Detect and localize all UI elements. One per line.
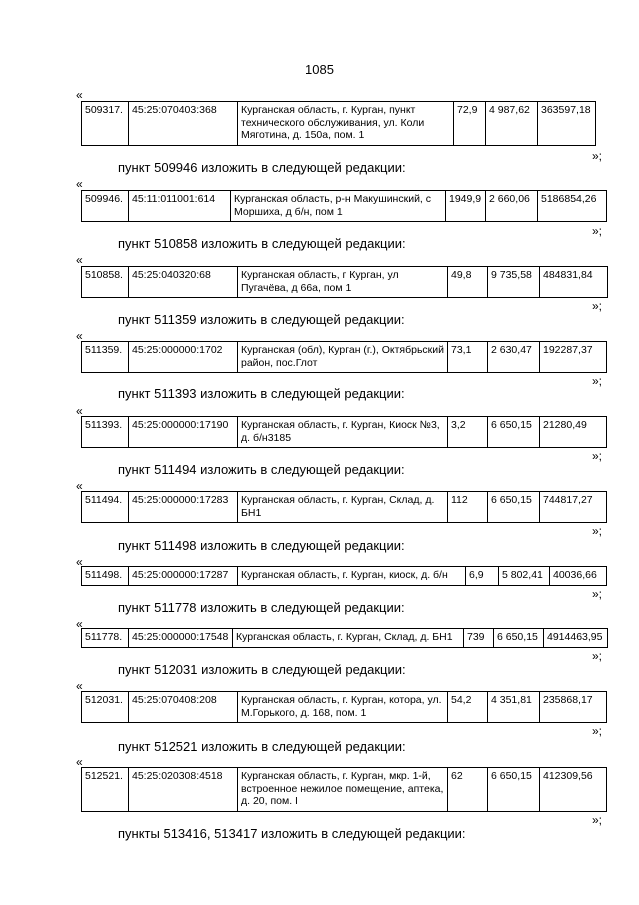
cell-value: 21280,49 [540, 417, 607, 448]
record-table-512031 [81, 691, 607, 723]
cell-value: 192287,37 [540, 342, 607, 373]
record-table-511778 [81, 628, 608, 648]
table-row [82, 629, 608, 648]
quote-close: »; [592, 649, 603, 663]
quote-open: « [76, 88, 83, 102]
cell-rate: 5 802,41 [499, 567, 550, 586]
amendment-text: пункт 512521 изложить в следующей редакции: [118, 739, 406, 754]
amendment-text: пункт 510858 изложить в следующей редакции: [118, 236, 406, 251]
quote-open: « [76, 253, 83, 267]
cell-value: 412309,56 [540, 768, 607, 812]
quote-close: »; [592, 374, 603, 388]
cell-value: 363597,18 [538, 102, 596, 146]
cell-address: Курганская область, г. Курган, мкр. 1-й, встроенное нежилое помещение, аптека, д. 20, пом. I [238, 768, 448, 812]
cell-cadastral: 45:25:000000:17190 [129, 417, 238, 448]
cell-address: Курганская область, г Курган, ул Пугачёва, д 66а, пом 1 [238, 267, 448, 298]
cell-area: 49,8 [448, 267, 488, 298]
table-row [82, 567, 607, 586]
record-table-511359 [81, 341, 607, 373]
cell-value: 5186854,26 [538, 191, 607, 222]
cell-number: 511359. [82, 342, 129, 373]
cell-number: 510858. [82, 267, 129, 298]
quote-open: « [76, 617, 83, 631]
cell-address: Курганская (обл), Курган (г.), Октябрьский район, пос.Глот [238, 342, 448, 373]
quote-open: « [76, 755, 83, 769]
cell-value: 235868,17 [540, 692, 607, 723]
amendment-text: пункт 511359 изложить в следующей редакции: [118, 312, 405, 327]
quote-open: « [76, 479, 83, 493]
table-row [82, 492, 607, 523]
quote-open: « [76, 555, 83, 569]
cell-address: Курганская область, г. Курган, пункт технического обслуживания, ул. Коли Мяготина, д. 150а, пом. 1 [238, 102, 454, 146]
cell-cadastral: 45:25:000000:1702 [129, 342, 238, 373]
quote-open: « [76, 329, 83, 343]
cell-rate: 2 660,06 [486, 191, 538, 222]
cell-cadastral: 45:25:020308:4518 [129, 768, 238, 812]
quote-open: « [76, 679, 83, 693]
cell-value: 744817,27 [540, 492, 607, 523]
cell-area: 54,2 [448, 692, 488, 723]
cell-number: 511494. [82, 492, 129, 523]
quote-close: »; [592, 449, 603, 463]
cell-number: 511778. [82, 629, 129, 648]
quote-close: »; [592, 299, 603, 313]
cell-cadastral: 45:25:000000:17287 [129, 567, 238, 586]
cell-value: 484831,84 [540, 267, 608, 298]
cell-rate: 6 650,15 [488, 768, 540, 812]
table-row [82, 768, 607, 812]
cell-value: 4914463,95 [544, 629, 608, 648]
cell-number: 512521. [82, 768, 129, 812]
cell-number: 512031. [82, 692, 129, 723]
cell-rate: 2 630,47 [488, 342, 540, 373]
cell-rate: 4 987,62 [486, 102, 538, 146]
amendment-text: пункт 511494 изложить в следующей редакции: [118, 462, 405, 477]
amendment-text: пункт 511498 изложить в следующей редакции: [118, 538, 405, 553]
record-table-512521 [81, 767, 607, 812]
cell-cadastral: 45:25:000000:17283 [129, 492, 238, 523]
amendment-text: пункт 511393 изложить в следующей редакции: [118, 386, 405, 401]
quote-close: »; [592, 587, 603, 601]
cell-cadastral: 45:25:070403:368 [129, 102, 238, 146]
quote-close: »; [592, 149, 603, 163]
quote-open: « [76, 177, 83, 191]
amendment-text: пункты 513416, 513417 изложить в следующей редакции: [118, 826, 466, 841]
cell-address: Курганская область, г. Курган, котора, ул. М.Горького, д. 168, пом. 1 [238, 692, 448, 723]
cell-area: 3,2 [448, 417, 488, 448]
table-row [82, 267, 608, 298]
cell-number: 511393. [82, 417, 129, 448]
page-number: 1085 [305, 62, 334, 77]
cell-address: Курганская область, г. Курган, Киоск №3, д. б/н3185 [238, 417, 448, 448]
cell-cadastral: 45:25:040320:68 [129, 267, 238, 298]
table-row [82, 342, 607, 373]
quote-close: »; [592, 813, 603, 827]
cell-cadastral: 45:25:070408:208 [129, 692, 238, 723]
cell-number: 509946. [82, 191, 129, 222]
cell-address: Курганская область, г. Курган, Склад, д. БН1 [233, 629, 464, 648]
record-table-509946 [81, 190, 607, 222]
table-row [82, 692, 607, 723]
cell-area: 6,9 [466, 567, 499, 586]
cell-cadastral: 45:25:000000:17548 [129, 629, 233, 648]
cell-rate: 6 650,15 [488, 417, 540, 448]
cell-number: 509317. [82, 102, 129, 146]
cell-rate: 6 650,15 [494, 629, 544, 648]
cell-area: 72,9 [454, 102, 486, 146]
table-row [82, 191, 607, 222]
record-table-510858 [81, 266, 608, 298]
quote-close: »; [592, 524, 603, 538]
record-table-511494 [81, 491, 607, 523]
cell-address: Курганская область, г. Курган, Склад, д. БН1 [238, 492, 448, 523]
cell-area: 739 [464, 629, 494, 648]
record-table-511498 [81, 566, 607, 586]
record-table-509317 [81, 101, 596, 146]
quote-close: »; [592, 224, 603, 238]
quote-open: « [76, 404, 83, 418]
table-row [82, 417, 607, 448]
cell-address: Курганская область, р-н Макушинский, с Моршиха, д б/н, пом 1 [231, 191, 446, 222]
cell-area: 112 [448, 492, 488, 523]
cell-number: 511498. [82, 567, 129, 586]
quote-close: »; [592, 724, 603, 738]
cell-rate: 4 351,81 [488, 692, 540, 723]
cell-area: 1949,9 [446, 191, 486, 222]
cell-rate: 9 735,58 [488, 267, 540, 298]
cell-area: 62 [448, 768, 488, 812]
record-table-511393 [81, 416, 607, 448]
cell-value: 40036,66 [550, 567, 607, 586]
amendment-text: пункт 512031 изложить в следующей редакции: [118, 662, 406, 677]
cell-cadastral: 45:11:011001:614 [129, 191, 231, 222]
cell-area: 73,1 [448, 342, 488, 373]
amendment-text: пункт 509946 изложить в следующей редакции: [118, 160, 406, 175]
amendment-text: пункт 511778 изложить в следующей редакции: [118, 600, 405, 615]
cell-rate: 6 650,15 [488, 492, 540, 523]
cell-address: Курганская область, г. Курган, киоск, д. б/н [238, 567, 466, 586]
table-row [82, 102, 596, 146]
